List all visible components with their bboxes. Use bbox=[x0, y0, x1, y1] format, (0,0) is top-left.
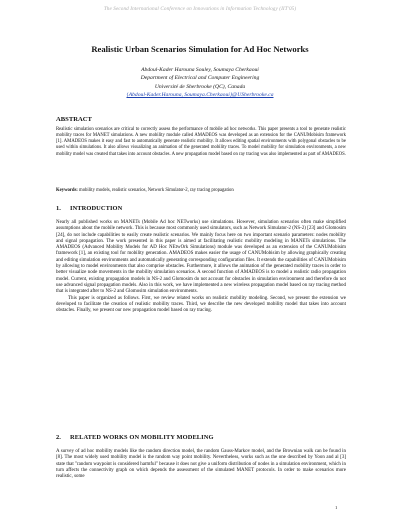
section-heading-related-works bbox=[56, 434, 214, 441]
paragraph: Nearly all published works on MANETs (Mobile Ad hoc NETworks) use simulations. However, simulation scenarios often make simplified assumptions about the mobile network. This is because most commonly used simulators, such as Network Simulator-2 (NS-2) [23] and Glomosim [24], do not include capabilities to easily create realistic scenarios. We mainly focus here on two important scenario parameters: nodes mobility and signal propagation. The work presented in this paper is aimed at facilitating realistic mobility modeling in MANETs simulations. The AMADEOS (Advanced Mobility Models for AD Hoc NEtwOrk Simulations) module was developed as an extension of the CANUMobisim framework [1], an existing tool for mobility generation. AMADEOS makes easier the usage of CANUMobisim by allowing graphically creating and editing simulation environments and automatically generating corresponding configuration files. It extends the capabilities of CANUMobisim by allowing to model environments that also comprise obstacles. Furthermore, it allows the animation of the generated mobility traces in order to better visualize node movements in the mobility simulation scenarios. A second function of AMADEOS is to model a realistic radio propagation model. Current, existing propagation models in NS-2 and Glomosim do not account for obstacles in simulation environment and therefore do not use advanced signal propagation models. Also in this work, we have implemented a new wireless propagation model based on ray tracing method that is integrated after to NS-2 and Glomosim simulation environments. bbox=[56, 220, 346, 295]
paragraph: A survey of ad hoc mobility models like the random direction model, the random Gauss-Markov model, and the Brownian walk can be found in [8]. The most widely used mobility model is the random way point mobility. Nevertheless, works such as the one described by Yoon and al [3] state that "random waypoint is considered harmful" because it does not give a uniform distribution of nodes in a simulation environment, which in turn affects the connectivity graph on which depends the assessment of the simulated MANET protocols. In order to make scenarios more realistic, some bbox=[56, 449, 346, 480]
page-number: 1 bbox=[335, 505, 338, 510]
section-number: 2. bbox=[56, 434, 61, 441]
abstract-text: Realistic simulation scenarios are critical to correctly assess the performance of mobile ad hoc networks. This paper presents a tool to generate realistic mobility traces for MANET simulations. A new mobility module called AMADEOS was developed as an extension for the CANUMobisim framework [1]. AMADEOS makes it easy and fast to automatically generate realistic mobility. It allows editing spatial environments with polygonal obstacles to be used within simulations. It also allows visualizing an animation of the generated mobility traces. To model mobility for simulation environments, a new mobility model was created that takes into account obstacles. A new propagation model based on ray tracing was also implemented as part of AMADEOS. bbox=[56, 127, 346, 157]
paper-title: Realistic Urban Scenarios Simulation for Ad Hoc Networks bbox=[91, 44, 309, 54]
section-body-related-works bbox=[56, 449, 346, 480]
section-title: RELATED WORKS ON MOBILITY MODELING bbox=[70, 434, 214, 441]
paragraph: This paper is organized as follows. First, we review related works on realistic mobility modeling. Second, we present the extension we developed to facilitate the creation of realistic mobility traces. Third, we describe the new developed mobility model that takes into account obstacles. Finally, we present our new propagation model based on ray tracing. bbox=[56, 295, 346, 314]
keywords bbox=[56, 188, 346, 194]
author-university: Université de Sherbrooke (QC), Canada bbox=[154, 83, 246, 90]
section-heading-introduction bbox=[56, 205, 122, 212]
section-title: INTRODUCTION bbox=[70, 205, 123, 212]
author-emails[interactable]: {Abdoul-Kader.Harouna, Soumaya.Cherkaoui}@USherbrooke.ca bbox=[126, 92, 274, 99]
author-department: Department of Electrical and Computer Engineering bbox=[140, 75, 260, 82]
author-names: Abdoul-Kader Harouna Souley, Soumaya Cherkaoui bbox=[141, 67, 259, 73]
keywords-text: mobility models, realistic scenarios, Network Simulator-2, ray tracing propagation bbox=[79, 188, 234, 193]
abstract-heading: ABSTRACT bbox=[56, 116, 92, 123]
section-body-introduction bbox=[56, 220, 346, 314]
keywords-label: Keywords: bbox=[56, 188, 78, 193]
section-number: 1. bbox=[56, 205, 61, 212]
conference-header: The Second International Conference on Innovations in Information Technology (IIT'05) bbox=[103, 6, 297, 12]
author-block bbox=[0, 66, 400, 100]
